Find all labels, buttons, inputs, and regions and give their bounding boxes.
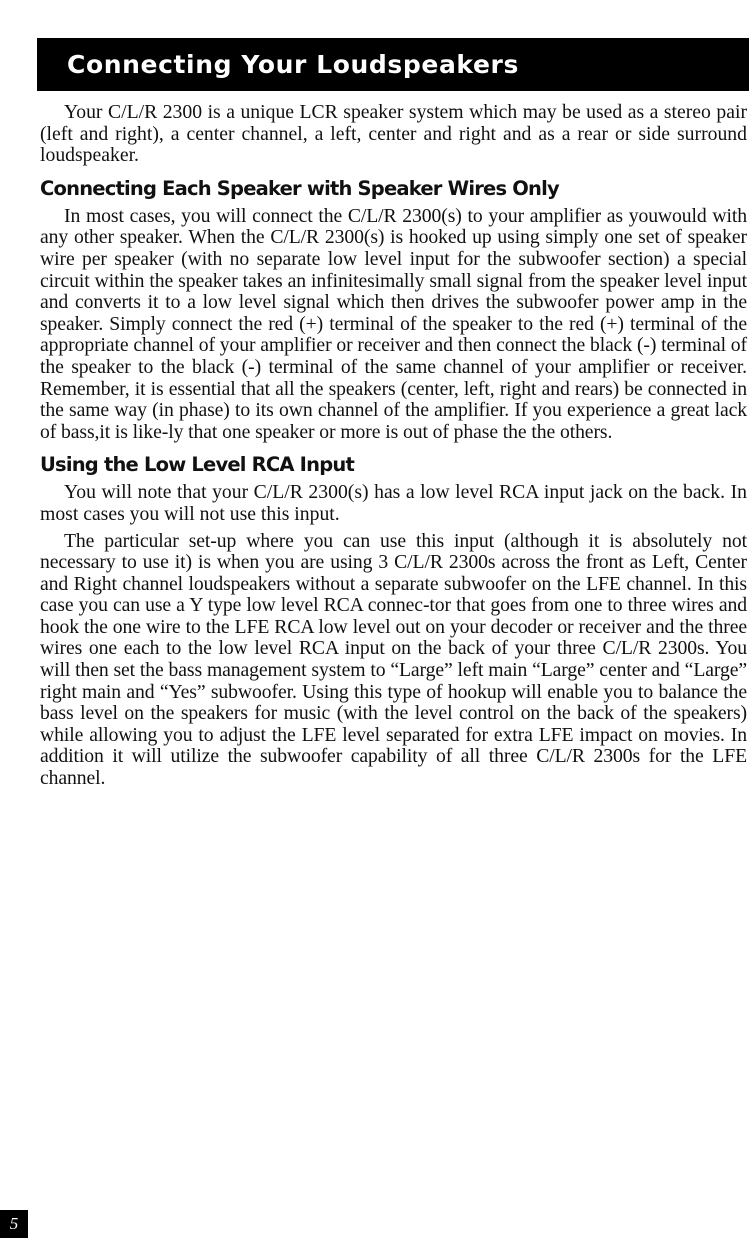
- heading-speaker-wires: Connecting Each Speaker with Speaker Wires Only: [40, 176, 559, 200]
- intro-paragraph: Your C/L/R 2300 is a unique LCR speaker system which may be used as a stereo pair (left and right), a center channel, a left, center and right and as a rear or side surround loudspeaker.: [40, 101, 747, 167]
- section-title-bar: [37, 38, 749, 91]
- rca-paragraph-2: The particular set-up where you can use this input (although it is absolutely not necessary to use it) is when you are using 3 C/L/R 2300s across the front as Left, Center and Right channel loudspeakers without a separate subwoofer on the LFE channel. In this case you can use a Y type low level RCA connec-tor that goes from one to three wires and hook the one wire to the LFE RCA low level out on your decoder or receiver and the three wires one each to the low level RCA input on the back of your three C/L/R 2300s. You will then set the bass management system to “Large” left main “Large” center and “Large” right main and “Yes” subwoofer. Using this type of hookup will enable you to balance the bass level on the speakers for music (with the level control on the back of the speakers) while allowing you to adjust the LFE level separated for extra LFE impact on movies. In addition it will utilize the subwoofer capability of all three C/L/R 2300s for the LFE channel.: [40, 529, 747, 790]
- page-title: Connecting Your Loudspeakers: [67, 50, 519, 79]
- rca-paragraph-1: You will note that your C/L/R 2300(s) has a low level RCA input jack on the back. In most cases you will not use this input.: [40, 481, 747, 525]
- heading-rca-input: Using the Low Level RCA Input: [40, 453, 354, 477]
- document-body: [40, 102, 747, 790]
- page-number: 5: [0, 1210, 28, 1238]
- speaker-wires-paragraph: In most cases, you will connect the C/L/R 2300(s) to your amplifier as youwould with any other speaker. When the C/L/R 2300(s) is hooked up using simply one set of speaker wire per speaker (with no separate low level input for the subwoofer section) a special circuit within the speaker takes an infinitesimally small signal from the speaker level input and converts it to a low level signal which then drives the subwoofer power amp in the speaker. Simply connect the red (+) terminal of the speaker to the red (+) terminal of the appropriate channel of your amplifier or receiver and then connect the black (-) terminal of the speaker to the black (-) terminal of the same channel of your amplifier or receiver. Remember, it is essential that all the speakers (center, left, right and rears) be connected in the same way (in phase) to its own channel of the amplifier. If you experience a great lack of bass,it is like-ly that one speaker or more is out of phase the the others.: [40, 204, 747, 443]
